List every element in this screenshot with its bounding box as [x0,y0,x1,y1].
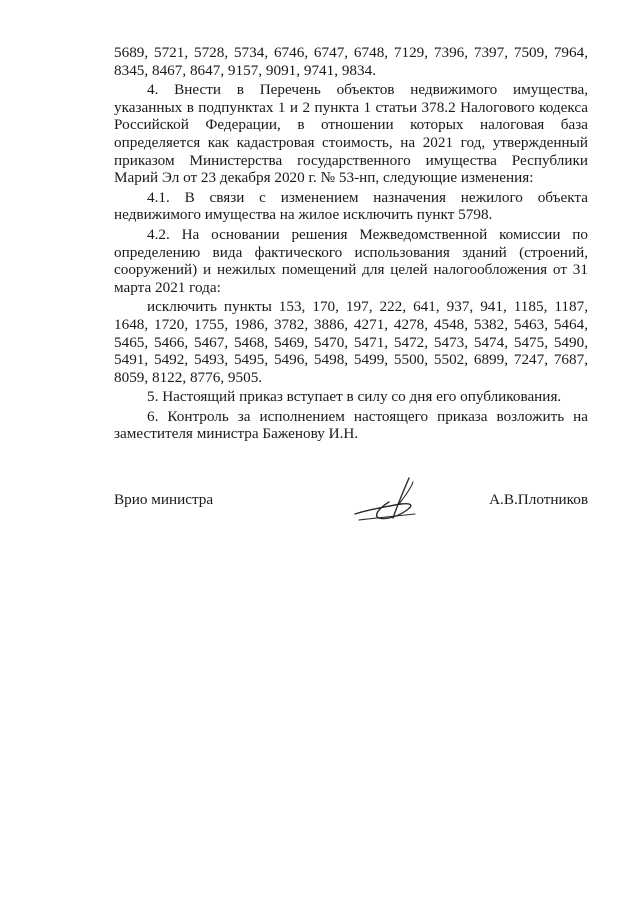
paragraph-item-6: 6. Контроль за исполнением настоящего приказа возложить на заместителя министра Баженову И.Н. [114,407,588,443]
paragraph-numbers-tail: 5689, 5721, 5728, 5734, 6746, 6747, 6748, 7129, 7396, 7397, 7509, 7964, 8345, 8467, 8647, 9157, 9091, 9741, 9834. [114,44,588,79]
paragraph-item-4-2-list: исключить пункты 153, 170, 197, 222, 641, 937, 941, 1185, 1187, 1648, 1720, 1755, 1986, 3782, 3886, 4271, 4278, 4548, 5382, 5463, 5464, 5465, 5466, 5467, 5468, 5469, 5470, 5471, 5472, 5473, 5474, 5475, 5490, 5491, 5492, 5493, 5495, 5496, 5498, 5499, 5500, 5502, 6899, 7247, 7687, 8059, 8122, 8776, 9505. [114,298,588,386]
signatory-position: Врио министра [114,491,214,508]
document-body [114,44,588,443]
paragraph-item-4-2: 4.2. На основании решения Межведомственной комиссии по определению вида фактического использования зданий (строений, сооружений) и нежилых помещений для целей налогообложения от 31 марта 2021 года: [114,225,588,296]
paragraph-item-4: 4. Внести в Перечень объектов недвижимого имущества, указанных в подпунктах 1 и 2 пункта 1 статьи 378.2 Налогового кодекса Российской Федерации, в отношении которых налоговая база определяется как кадастровая стоимость, на 2021 год, утвержденный приказом Министерства государственного имущества Республики Марий Эл от 23 декабря 2020 г. № 53-нп, следующие изменения: [114,81,588,187]
paragraph-item-4-1: 4.1. В связи с изменением назначения нежилого объекта недвижимого имущества на жилое исключить пункт 5798. [114,188,588,224]
handwritten-signature-icon [349,474,429,534]
paragraph-item-5: 5. Настоящий приказ вступает в силу со дня его опубликования. [147,388,562,406]
signature-block [114,484,588,534]
signatory-name: А.В.Плотников [489,491,588,508]
